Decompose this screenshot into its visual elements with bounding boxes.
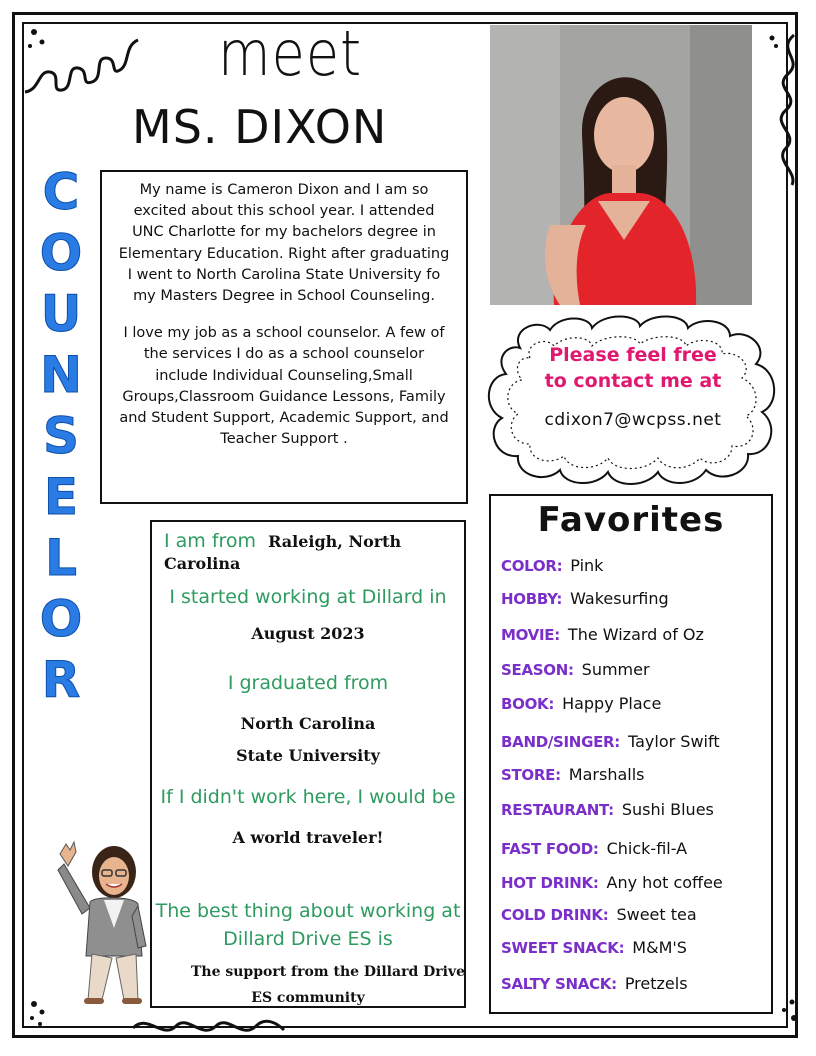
favorite-label: FAST FOOD:	[501, 840, 599, 858]
favorite-item	[501, 765, 645, 784]
best-thing-value-line: The support from the Dillard Drive	[190, 964, 465, 980]
waving-avatar-icon	[38, 836, 150, 1008]
favorite-item	[501, 589, 669, 608]
title-letter: R	[41, 651, 81, 709]
contact-heading	[480, 342, 786, 394]
best-thing-label-line: The best thing about working at	[155, 900, 461, 922]
favorite-item	[501, 905, 697, 924]
favorite-item	[501, 800, 714, 819]
favorite-label: SWEET SNACK:	[501, 939, 625, 957]
favorite-label: COLOR:	[501, 557, 563, 575]
favorite-value: The Wizard of Oz	[567, 625, 704, 644]
title-letter: O	[39, 590, 83, 648]
favorite-value: M&M'S	[632, 938, 687, 957]
favorite-label: HOT DRINK:	[501, 874, 599, 892]
favorite-label: BAND/SINGER:	[501, 733, 620, 751]
contact-heading-line: Please feel free	[549, 344, 717, 366]
swirl-doodle-bottom-icon	[128, 1008, 288, 1048]
graduated-label: I graduated from	[227, 672, 389, 694]
portrait-image	[490, 25, 752, 305]
favorite-value: Wakesurfing	[570, 589, 669, 608]
favorite-item	[501, 625, 704, 644]
from-label	[164, 530, 464, 574]
title-letter: E	[43, 468, 79, 526]
bio-paragraph: I love my job as a school counselor. A few of the services I do as a school counselor include Individual Counseling,Small Groups,Classroom Guidance Lessons, Family and Student Support, Academic Support, and Teacher Support .	[119, 325, 449, 448]
title-letter: U	[40, 285, 82, 343]
title-letter: O	[39, 224, 83, 282]
favorite-item	[501, 660, 650, 679]
meet-heading: meet	[218, 17, 363, 90]
favorite-item	[501, 974, 688, 993]
swirl-doodle-top-left-icon	[20, 20, 150, 100]
favorite-label: SEASON:	[501, 661, 574, 679]
graduated-value-line: North Carolina	[240, 714, 376, 733]
favorite-item	[501, 694, 661, 713]
contact-heading-line: to contact me at	[544, 370, 722, 392]
favorite-item	[501, 873, 723, 892]
favorite-value: Sweet tea	[616, 905, 697, 924]
counselor-vertical-title	[36, 162, 86, 711]
favorite-value: Summer	[581, 660, 650, 679]
favorite-label: COLD DRINK:	[501, 906, 609, 924]
favorite-label: SALTY SNACK:	[501, 975, 617, 993]
contact-email[interactable]: cdixon7@wcpss.net	[544, 410, 722, 430]
best-thing-value-line: ES community	[251, 990, 365, 1006]
title-letter: C	[42, 163, 80, 221]
favorite-label: RESTAURANT:	[501, 801, 614, 819]
favorite-label: MOVIE:	[501, 626, 560, 644]
favorite-value: Marshalls	[568, 765, 645, 784]
favorite-value: Taylor Swift	[627, 732, 720, 751]
from-value: Raleigh, North Carolina	[164, 532, 402, 573]
scalloped-frame-icon	[480, 308, 786, 492]
other-job-label: If I didn't work here, I would be	[160, 786, 456, 808]
from-label-text: I am from	[164, 530, 257, 552]
favorite-value: Chick-fil-A	[606, 839, 688, 858]
favorite-label: BOOK:	[501, 695, 555, 713]
favorite-value: Sushi Blues	[621, 800, 714, 819]
favorite-item	[501, 732, 720, 751]
swirl-doodle-right-icon	[764, 30, 812, 190]
favorites-title: Favorites	[537, 500, 725, 540]
about-me-box	[150, 520, 466, 1008]
bio-paragraph: My name is Cameron Dixon and I am so excited about this school year. I attended UNC Charlotte for my bachelors degree in Elementary Education. Right after graduating I went to North Carolina State University fo my Masters Degree in School Counseling.	[118, 182, 450, 305]
contact-bubble	[480, 308, 786, 492]
favorite-value: Any hot coffee	[606, 873, 723, 892]
title-letter: S	[42, 407, 79, 465]
page-title: MS. DIXON	[132, 100, 388, 154]
started-label: I started working at Dillard in	[169, 586, 447, 608]
favorite-item	[501, 556, 603, 575]
best-thing-label-line: Dillard Drive ES is	[223, 928, 393, 950]
favorite-item	[501, 839, 687, 858]
favorite-value: Happy Place	[562, 694, 662, 713]
title-letter: L	[45, 529, 77, 587]
favorites-box	[489, 494, 773, 1014]
favorite-value: Pink	[570, 556, 604, 575]
favorite-label: STORE:	[501, 766, 561, 784]
favorite-item	[501, 938, 687, 957]
other-job-value: A world traveler!	[232, 828, 384, 847]
bio-box	[100, 170, 468, 504]
title-letter: N	[40, 346, 82, 404]
started-value: August 2023	[251, 624, 365, 643]
favorite-label: HOBBY:	[501, 590, 563, 608]
graduated-value-line: State University	[236, 746, 380, 765]
counselor-photo	[490, 25, 752, 305]
favorite-value: Pretzels	[624, 974, 688, 993]
